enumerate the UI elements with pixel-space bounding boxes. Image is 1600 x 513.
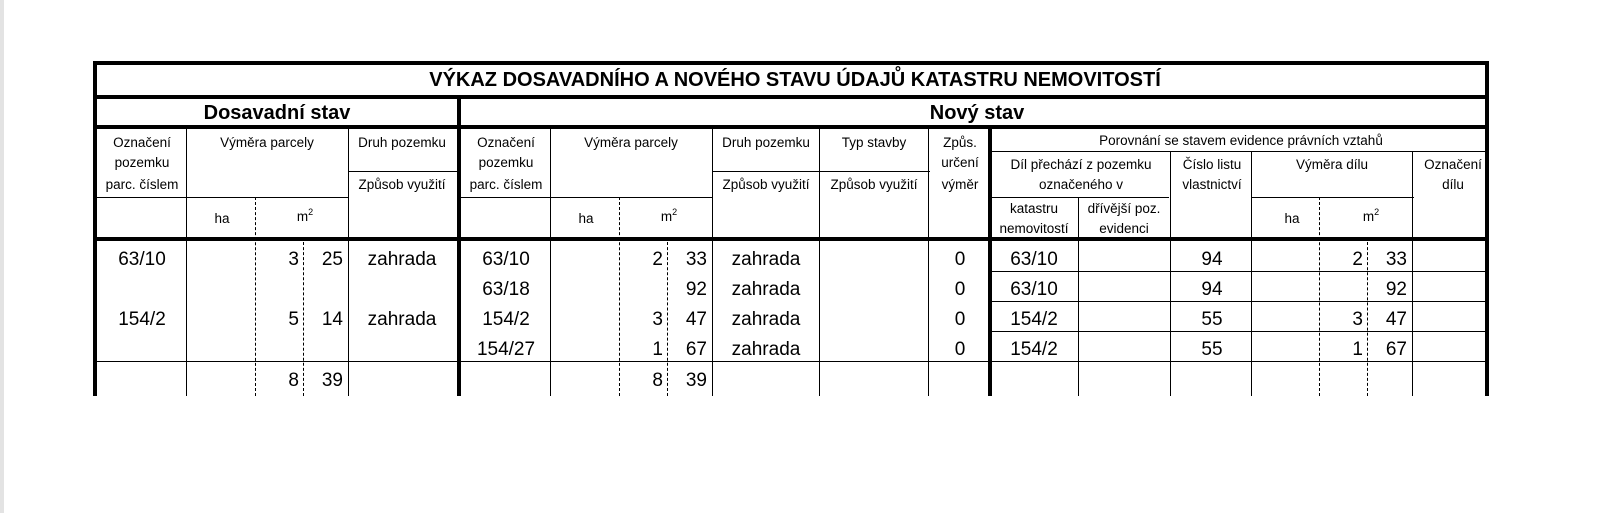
section-old-title: Dosavadní stav [203, 102, 351, 124]
new-total-m-hundreds: 8 [652, 370, 663, 391]
section-new-title: Nový stav [929, 102, 1025, 124]
old-row-2-druh: zahrada [367, 309, 437, 330]
new-header-zpus: Způs. [943, 135, 977, 150]
report-title: VÝKAZ DOSAVADNÍHO A NOVÉHO STAVU ÚDAJŮ KATASTRU NEMOVITOSTÍ [429, 69, 1161, 91]
cmp-col-line-1 [1078, 197, 1079, 396]
cadastre-report-table [93, 61, 1489, 396]
new-header-m2: $m^2$ [660, 207, 678, 224]
old-row-1-m-hundreds: 3 [288, 249, 299, 270]
new-header-parc: parc. číslem [469, 177, 543, 192]
old-header-zpusob: Způsob využití [358, 177, 446, 192]
new-row-4-druh: zahrada [731, 339, 801, 360]
new-header-vymer: výměr [941, 177, 979, 192]
cmp-header-katastru-1: katastru [1009, 201, 1059, 216]
cmp-header-vymera-dilu: Výměra dílu [1295, 157, 1369, 172]
new-row-4-katastr: 154/2 [1010, 339, 1058, 360]
new-row-3-druh: zahrada [731, 309, 801, 330]
units-row-line-dil [1252, 197, 1414, 198]
old-header-ha: ha [214, 211, 230, 226]
units-row-line-new [461, 197, 712, 198]
cmp-ha-dash [1319, 197, 1320, 396]
old-header-oznaceni: Označení [113, 135, 171, 150]
new-row-3-lv: 55 [1201, 309, 1223, 330]
section-bottom-border [97, 125, 1489, 129]
cmp-header-katastru-2: nemovitostí [999, 221, 1069, 236]
title-bottom-border [97, 95, 1489, 99]
new-col-line-2 [712, 125, 713, 396]
new-row-4-lv: 55 [1201, 339, 1223, 360]
new-row-2-parc: 63/18 [482, 279, 530, 300]
new-row-1-lv: 94 [1201, 249, 1223, 270]
new-header-urceni: určení [941, 155, 979, 170]
new-row-3-m-units: 47 [685, 309, 707, 330]
druh-split-line-new [712, 171, 930, 172]
old-total-m-units: 39 [321, 370, 343, 391]
new-row-1-parc: 63/10 [482, 249, 530, 270]
new-row-1-dil-units: 33 [1385, 249, 1407, 270]
new-row-3-dil-hundreds: 3 [1352, 309, 1363, 330]
new-row-1-katastr: 63/10 [1010, 249, 1058, 270]
new-header-typ-zpusob: Způsob využití [830, 177, 918, 192]
old-row-2-m-units: 14 [321, 309, 343, 330]
new-row-2-m-units: 92 [685, 279, 707, 300]
old-row-1-m-units: 25 [321, 249, 343, 270]
new-header-pozemku: pozemku [478, 155, 534, 170]
cmp-header-oznaceni-dilu-2: dílu [1442, 177, 1464, 192]
new-row-3-m-hundreds: 3 [652, 309, 663, 330]
units-row-line-old [97, 197, 348, 198]
cmp-header-drivejsi-1: dřívější poz. [1087, 201, 1161, 216]
cmp-header-porovnani: Porovnání se stavem evidence právních vztahů [1099, 133, 1383, 148]
cmp-col-line-2 [1170, 151, 1171, 396]
old-header-druh: Druh pozemku [358, 135, 446, 150]
old-header-vymera: Výměra parcely [220, 135, 314, 150]
new-row-2-dil-units: 92 [1385, 279, 1407, 300]
new-col-line-3 [819, 125, 820, 396]
new-row-2-lv: 94 [1201, 279, 1223, 300]
new-row-4-parc: 154/27 [476, 339, 536, 360]
old-col-line-1 [186, 125, 187, 396]
new-header-vymera: Výměra parcely [584, 135, 678, 150]
old-row-1-parc: 63/10 [118, 249, 166, 270]
new-row-1-zpus: 0 [954, 249, 966, 270]
cmp-header-m2: $m^2$ [1362, 207, 1380, 224]
old-header-parc: parc. číslem [105, 177, 179, 192]
new-row-3-katastr: 154/2 [1010, 309, 1058, 330]
cmp-header-ha: ha [1284, 211, 1300, 226]
new-row-4-m-hundreds: 1 [652, 339, 663, 360]
cmp-header-oznaceni-dilu-1: Označení [1424, 157, 1482, 172]
new-row-3-parc: 154/2 [482, 309, 530, 330]
cmp-header-dil-1: Díl přechází z pozemku [1010, 157, 1152, 172]
table-top-border [97, 61, 1489, 65]
new-row-3-dil-units: 47 [1385, 309, 1407, 330]
new-m-dash [667, 237, 668, 396]
new-row-4-dil-hundreds: 1 [1352, 339, 1363, 360]
new-ha-dash [619, 197, 620, 396]
new-row-4-m-units: 67 [685, 339, 707, 360]
new-header-typ-stavby: Typ stavby [841, 135, 907, 150]
compare-row-line-1 [992, 271, 1489, 272]
new-header-druh: Druh pozemku [722, 135, 810, 150]
new-row-2-druh: zahrada [731, 279, 801, 300]
old-header-pozemku: pozemku [114, 155, 170, 170]
cmp-header-cislo-listu-2: vlastnictví [1182, 177, 1242, 192]
dil-split-line [992, 197, 1169, 198]
new-header-zpusob: Způsob využití [722, 177, 810, 192]
new-row-1-druh: zahrada [731, 249, 801, 270]
new-total-m-units: 39 [685, 370, 707, 391]
new-row-1-dil-hundreds: 2 [1352, 249, 1363, 270]
new-header-ha: ha [578, 211, 594, 226]
new-row-2-zpus: 0 [954, 279, 966, 300]
porovnani-bottom-line [992, 151, 1489, 152]
old-row-1-druh: zahrada [367, 249, 437, 270]
new-header-oznaceni: Označení [477, 135, 535, 150]
old-total-m-hundreds: 8 [288, 370, 299, 391]
new-row-4-dil-units: 67 [1385, 339, 1407, 360]
totals-top-line [97, 361, 1489, 362]
old-header-m2: $m^2$ [296, 207, 314, 224]
compare-divider [988, 125, 992, 396]
new-row-1-m-hundreds: 2 [652, 249, 663, 270]
new-row-3-zpus: 0 [954, 309, 966, 330]
druh-split-line-old [348, 171, 457, 172]
new-row-1-m-units: 33 [685, 249, 707, 270]
old-new-divider [457, 95, 461, 396]
cmp-col-line-3 [1251, 151, 1252, 396]
new-row-4-zpus: 0 [954, 339, 966, 360]
compare-row-line-2 [992, 301, 1489, 302]
old-m-dash [303, 237, 304, 396]
new-col-line-4 [928, 125, 929, 396]
header-bottom-border [97, 237, 1489, 241]
old-row-2-parc: 154/2 [118, 309, 166, 330]
cmp-m-dash [1367, 237, 1368, 396]
cmp-header-dil-2: označeného v [1038, 177, 1124, 192]
page-edge [0, 0, 4, 513]
old-col-line-2 [348, 125, 349, 396]
old-ha-dash [255, 197, 256, 396]
old-row-2-m-hundreds: 5 [288, 309, 299, 330]
cmp-header-cislo-listu-1: Číslo listu [1182, 157, 1242, 172]
cmp-col-line-4 [1412, 151, 1413, 396]
cmp-header-drivejsi-2: evidenci [1099, 221, 1149, 236]
new-col-line-1 [550, 125, 551, 396]
new-row-2-katastr: 63/10 [1010, 279, 1058, 300]
compare-row-line-3 [992, 331, 1489, 332]
